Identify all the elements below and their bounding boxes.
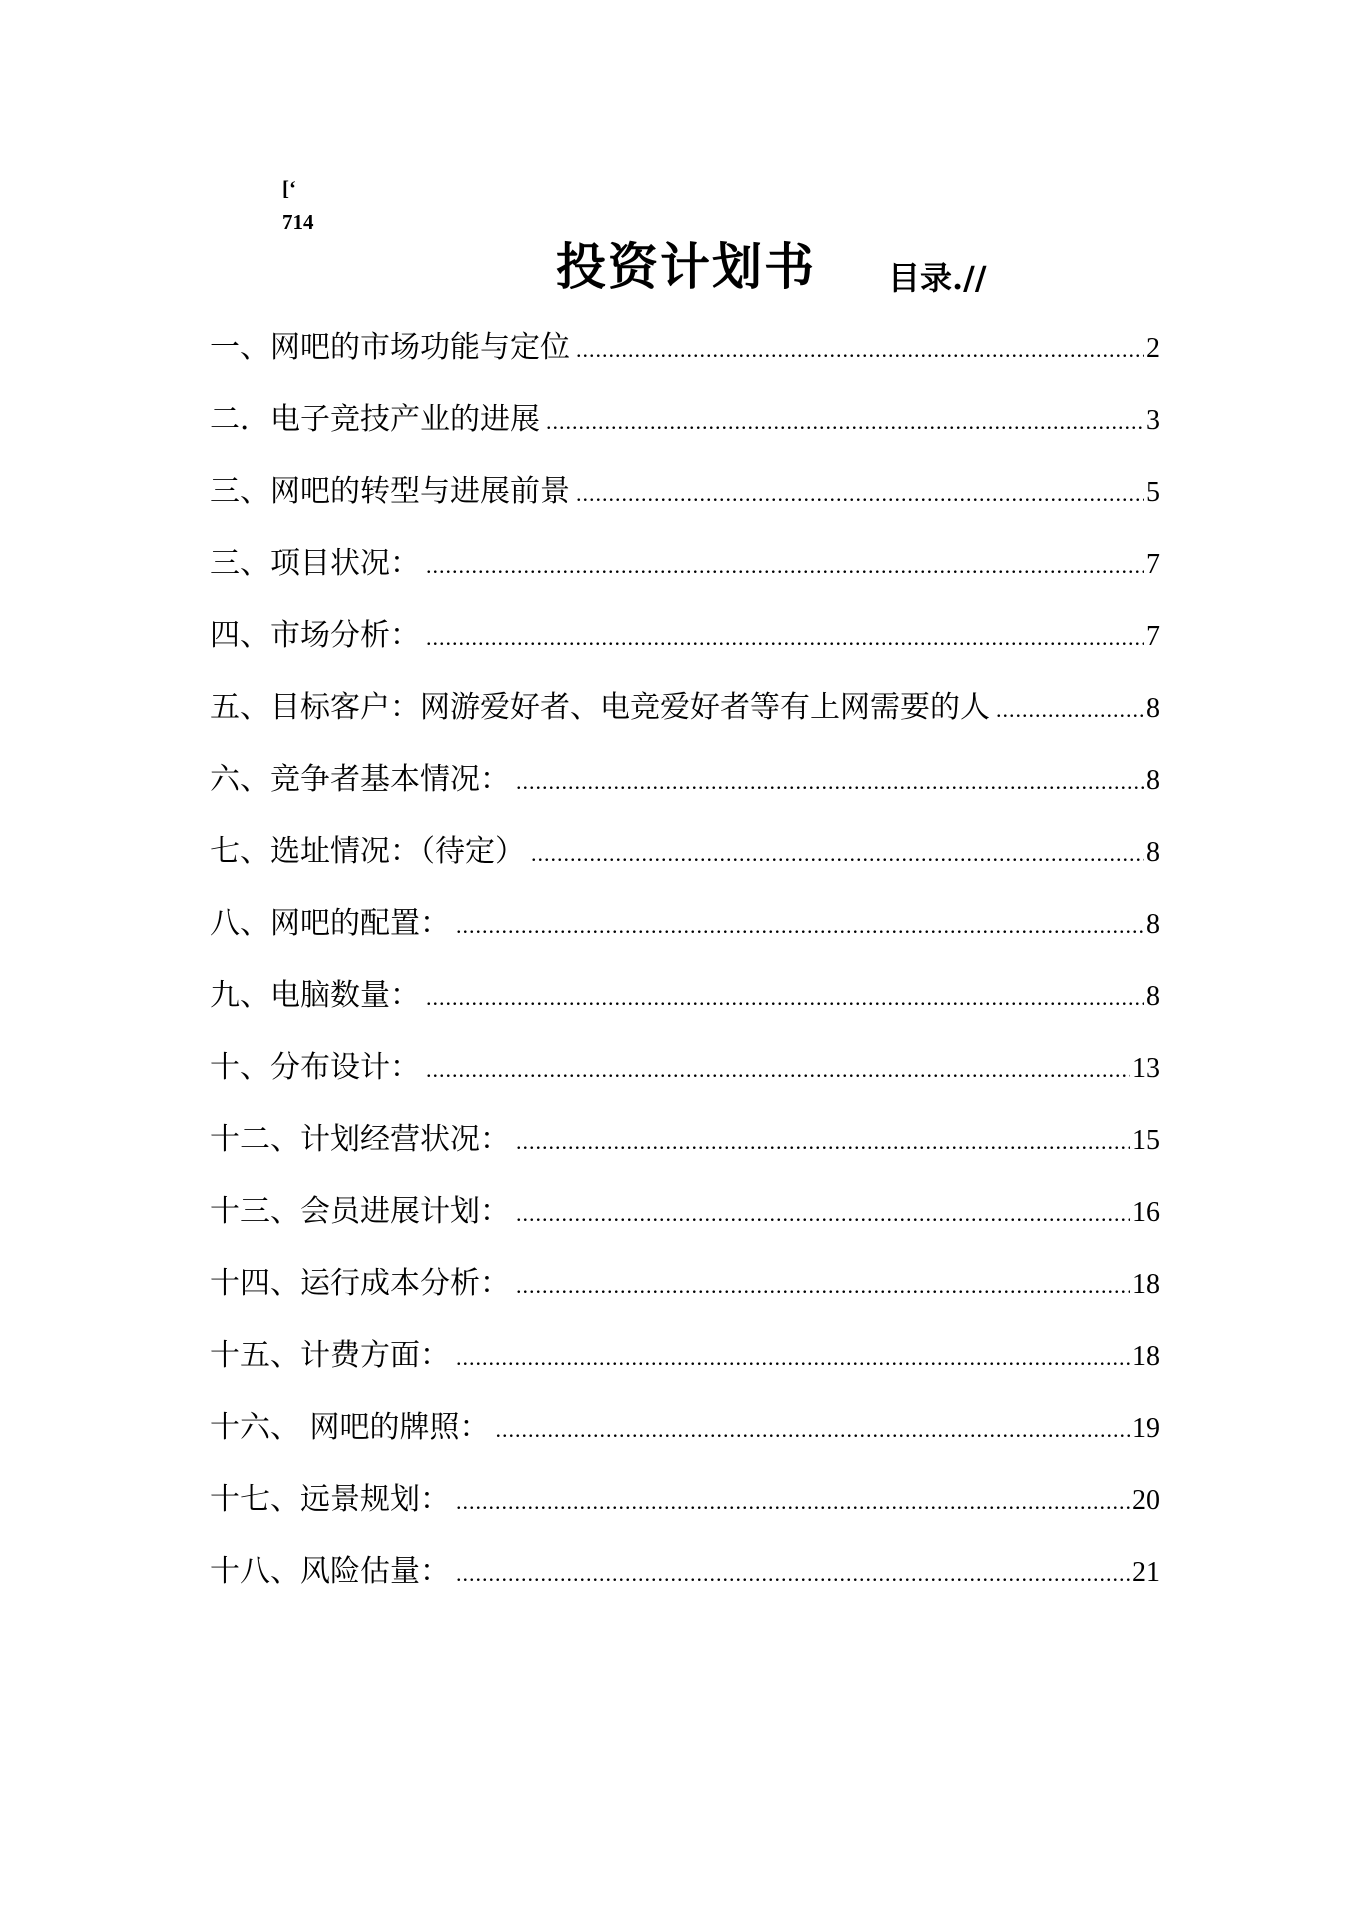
toc-entry-page-number: 5 [1146, 477, 1160, 508]
toc-entry-label: 十二、计划经营状况： [210, 1122, 510, 1157]
toc-leader-dots [456, 1474, 1130, 1530]
toc-heading: 目录.// [888, 259, 987, 297]
toc-leader-dots [496, 1402, 1130, 1458]
corner-mark: [‘ [282, 176, 296, 200]
toc-entry[interactable] [210, 896, 1160, 968]
toc-leader-dots [996, 682, 1144, 738]
document-title: 投资计划书 [556, 237, 816, 296]
table-of-contents [210, 320, 1160, 1616]
toc-leader-dots [426, 538, 1144, 594]
toc-entry-label: 三、网吧的转型与进展前景 [210, 474, 570, 509]
toc-entry[interactable] [210, 1256, 1160, 1328]
toc-entry-label: 六、竞争者基本情况： [210, 762, 510, 797]
toc-entry[interactable] [210, 1400, 1160, 1472]
toc-entry[interactable] [210, 1112, 1160, 1184]
toc-entry-page-number: 2 [1146, 333, 1160, 364]
page-code: 714 [282, 210, 314, 234]
toc-entry[interactable] [210, 824, 1160, 896]
toc-entry-page-number: 19 [1132, 1413, 1160, 1444]
toc-entry-label: 十六、 网吧的牌照： [210, 1410, 490, 1445]
toc-entry-page-number: 8 [1146, 693, 1160, 724]
toc-entry-page-number: 8 [1146, 981, 1160, 1012]
toc-leader-dots [516, 754, 1144, 810]
toc-entry[interactable] [210, 1328, 1160, 1400]
toc-entry[interactable] [210, 752, 1160, 824]
toc-leader-dots [426, 610, 1144, 666]
toc-entry-page-number: 15 [1132, 1125, 1160, 1156]
toc-entry[interactable] [210, 320, 1160, 392]
toc-entry-label: 十五、计费方面： [210, 1338, 450, 1373]
toc-entry-page-number: 8 [1146, 837, 1160, 868]
toc-entry[interactable] [210, 392, 1160, 464]
toc-entry-label: 十、分布设计： [210, 1050, 420, 1085]
toc-entry-page-number: 16 [1132, 1197, 1160, 1228]
toc-entry[interactable] [210, 1184, 1160, 1256]
toc-entry[interactable] [210, 536, 1160, 608]
toc-entry[interactable] [210, 608, 1160, 680]
toc-leader-dots [456, 898, 1144, 954]
title-row [0, 237, 1360, 310]
toc-entry-label: 十八、风险估量： [210, 1554, 450, 1589]
toc-entry-label: 十七、远景规划： [210, 1482, 450, 1517]
toc-entry[interactable] [210, 464, 1160, 536]
toc-leader-dots [576, 466, 1144, 522]
toc-entry-label: 八、网吧的配置： [210, 906, 450, 941]
toc-entry-page-number: 18 [1132, 1269, 1160, 1300]
toc-entry[interactable] [210, 1040, 1160, 1112]
toc-entry-page-number: 21 [1132, 1557, 1160, 1588]
toc-leader-dots [426, 970, 1144, 1026]
toc-entry-label: 三、项目状况： [210, 546, 420, 581]
toc-entry-label: 九、电脑数量： [210, 978, 420, 1013]
toc-entry[interactable] [210, 680, 1160, 752]
toc-leader-dots [531, 826, 1144, 882]
toc-entry[interactable] [210, 1544, 1160, 1616]
toc-leader-dots [426, 1042, 1130, 1098]
toc-leader-dots [456, 1546, 1130, 1602]
toc-leader-dots [516, 1114, 1130, 1170]
toc-entry-page-number: 8 [1146, 765, 1160, 796]
toc-entry-label: 四、市场分析： [210, 618, 420, 653]
toc-entry[interactable] [210, 1472, 1160, 1544]
toc-leader-dots [546, 394, 1144, 450]
toc-entry-page-number: 7 [1146, 621, 1160, 652]
toc-entry-page-number: 13 [1132, 1053, 1160, 1084]
toc-entry-label: 五、目标客户：网游爱好者、电竞爱好者等有上网需要的人 [210, 690, 990, 725]
toc-entry-label: 七、选址情况：（待定） [210, 834, 525, 869]
toc-entry-page-number: 8 [1146, 909, 1160, 940]
toc-leader-dots [456, 1330, 1130, 1386]
toc-entry-page-number: 3 [1146, 405, 1160, 436]
toc-entry-label: 十三、会员进展计划： [210, 1194, 510, 1229]
toc-entry-page-number: 20 [1132, 1485, 1160, 1516]
toc-entry[interactable] [210, 968, 1160, 1040]
toc-entry-label: 二．电子竞技产业的进展 [210, 402, 540, 437]
toc-entry-label: 十四、运行成本分析： [210, 1266, 510, 1301]
toc-entry-page-number: 7 [1146, 549, 1160, 580]
toc-leader-dots [516, 1258, 1130, 1314]
toc-leader-dots [576, 322, 1144, 378]
toc-leader-dots [516, 1186, 1130, 1242]
toc-entry-page-number: 18 [1132, 1341, 1160, 1372]
toc-entry-label: 一、网吧的市场功能与定位 [210, 330, 570, 365]
